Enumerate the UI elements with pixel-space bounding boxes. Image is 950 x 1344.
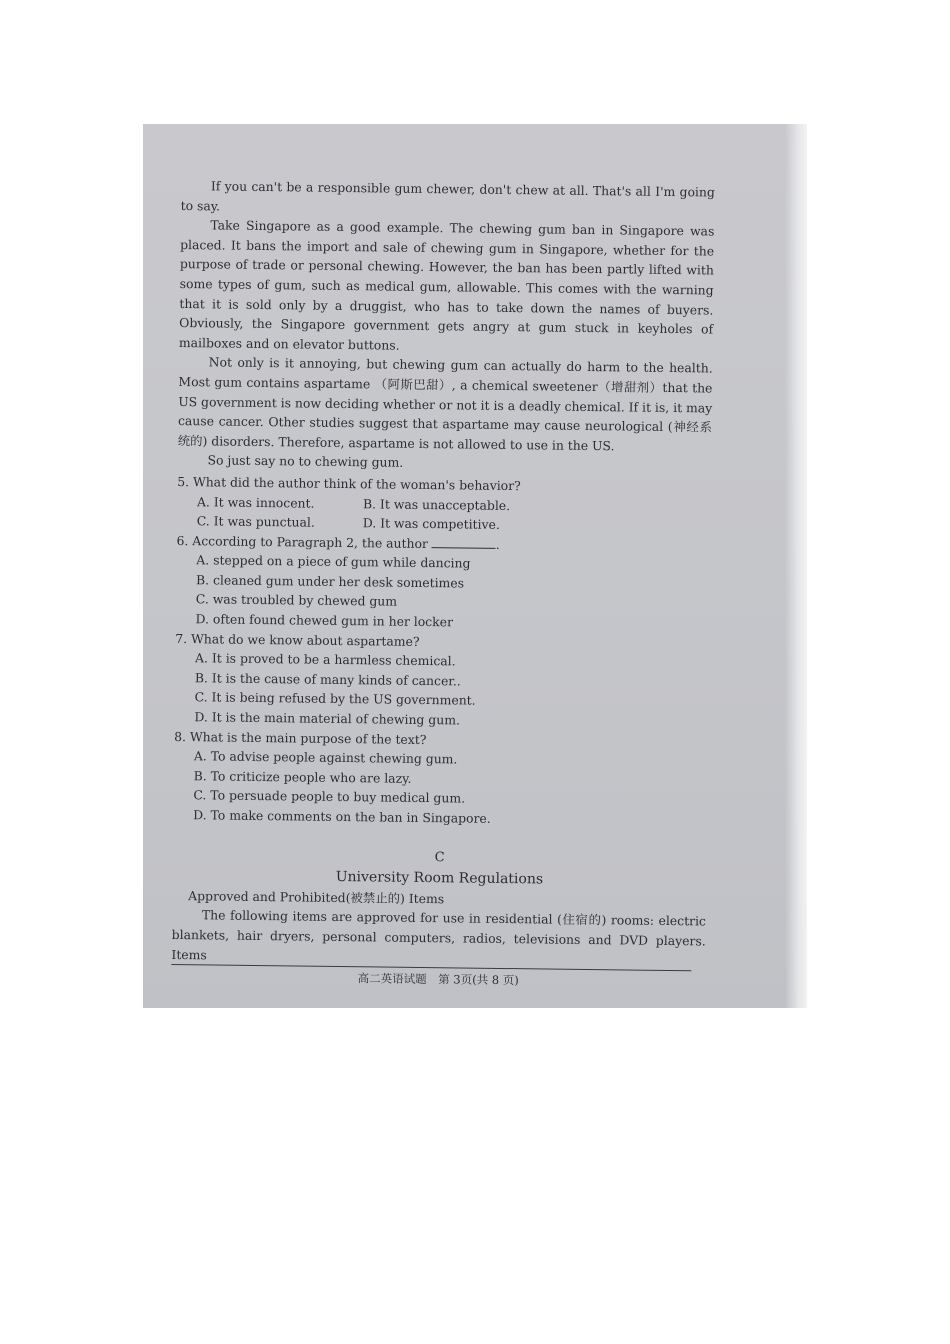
option-d: D. It is the main material of chewing gum. [194, 709, 461, 728]
option-b: B. cleaned gum under her desk sometimes [195, 572, 465, 591]
option-d: D. To make comments on the ban in Singapore. [193, 807, 491, 826]
reading-passage-c [171, 845, 706, 971]
section-title: University Room Regulations [335, 869, 544, 888]
passage-paragraph-1: If you can't be a responsible gum chewer, don't chew at all. That's all I'm going to say. [180, 178, 715, 214]
option-d: D. often found chewed gum in her locker [195, 611, 454, 630]
passage-paragraph-3: Not only is it annoying, but chewing gum can actually do harm to the health. Most gum contains aspartame （阿斯巴甜）, a chemical sweetener（增甜剂）that the US government is now deciding whether or not it is a deadly chemical. If it is, it may cause cancer. Other studies suggest that aspartame may cause neurological (神经系统的) disorders. Therefore, aspartame is not allowed to use in the US. [177, 354, 713, 454]
passage-paragraph-2: Take Singapore as a good example. The chewing gum ban in Singapore was placed. It bans the import and sale of chewing gum in Singapore, whether for the purpose of trade or personal chewing. However, the ban has been partly lifted with some types of gum, such as medical gum, allowable. This comes with the warning that it is sold only by a druggist, who has to take down the names of buyers. Obviously, the Singapore government gets angry at gum stuck in keyholes of mailboxes and on elevator buttons. [178, 217, 715, 353]
question-6 [175, 531, 710, 635]
scanned-page-photo [143, 124, 807, 1008]
option-d: D. It was competitive. [362, 515, 500, 533]
exam-sheet [171, 176, 715, 993]
question-options [193, 746, 708, 831]
option-c: C. It was punctual. [196, 513, 315, 530]
option-c: C. was troubled by chewed gum [195, 591, 398, 610]
question-8 [173, 727, 708, 831]
option-a: A. stepped on a piece of gum while dancing [196, 552, 471, 571]
question-options [194, 648, 709, 733]
reading-passage-b [177, 176, 715, 476]
page-footer: 高二英语试题 第 3页(共 8 页) [357, 971, 519, 988]
question-stem-end: . [495, 536, 500, 552]
question-options [197, 492, 711, 537]
answer-blank [432, 535, 496, 549]
question-stem: 7. What do we know about aspartame? [175, 630, 420, 649]
option-c: C. It is being refused by the US government. [194, 689, 476, 709]
option-a: A. It was innocent. [196, 493, 315, 511]
section-intro: The following items are approved for use in residential (住宿的) rooms: electric blankets, hair dryers, personal computers, radios, televisions and DVD players. Items [171, 907, 707, 962]
question-5 [177, 472, 712, 537]
section-subheading: Approved and Prohibited(被禁止的) Items [188, 887, 445, 907]
passage-paragraph-4: So just say no to chewing gum. [207, 452, 404, 471]
option-a: A. It is proved to be a harmless chemical. [195, 650, 456, 669]
question-list [173, 472, 711, 831]
question-options [195, 550, 710, 635]
question-7 [174, 629, 709, 733]
option-c: C. To persuade people to buy medical gum. [193, 787, 466, 806]
section-letter: C [434, 849, 445, 865]
question-stem: 5. What did the author think of the woman's behavior? [177, 473, 521, 494]
option-b: B. It is the cause of many kinds of cancer.. [194, 670, 461, 689]
question-stem: 6. According to Paragraph 2, the author [176, 532, 428, 551]
option-b: B. To criticize people who are lazy. [193, 768, 412, 786]
question-stem: 8. What is the main purpose of the text? [174, 728, 427, 747]
option-a: A. To advise people against chewing gum. [193, 748, 458, 767]
option-b: B. It was unacceptable. [362, 495, 511, 513]
